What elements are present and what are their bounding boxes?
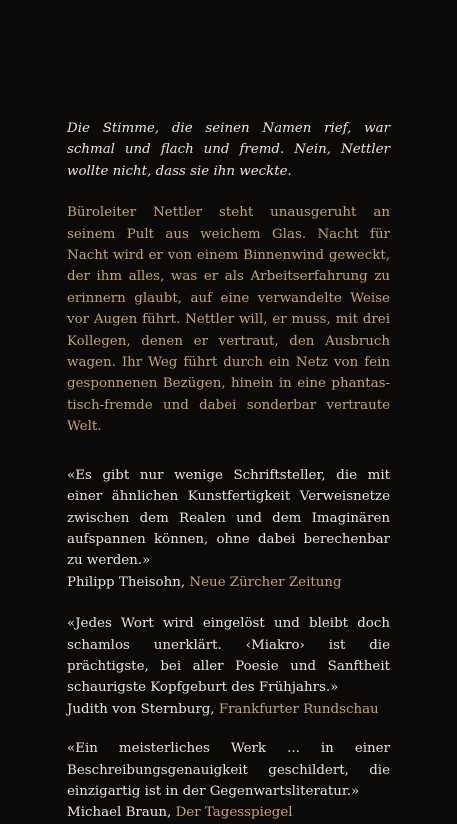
- review-source: Frankfurter Rundschau: [218, 701, 379, 717]
- review-author: Michael Braun,: [67, 805, 172, 821]
- review-attribution: [67, 572, 390, 593]
- intro-quote: Die Stimme, die seinen Namen rief, war schmal und flach und fremd. Nein, Nettler wollte nicht, dass sie ihn weckte.: [67, 121, 390, 179]
- review-quote: «Jedes Wort wird eingelöst und bleibt doch schamlos unerklärt. ‹Miakro› ist die prächtigste, bei aller Poesie und Sanftheit schaurigste Kopfgeburt des Frühjahrs.»: [67, 616, 390, 696]
- review-source: Der Tagesspiegel: [175, 805, 293, 821]
- review-block-3: [67, 738, 390, 824]
- back-cover-text: [67, 118, 390, 824]
- review-quote: «Ein meisterliches Werk ... in einer Beschreibungsgenauigkeit geschildert, die einzigartig ist in der Gegenwartsliteratur.»: [67, 741, 390, 799]
- review-quote: «Es gibt nur wenige Schriftsteller, die mit einer ähnlichen Kunstfertigkeit Verweisnetze zwischen dem Realen und dem Imaginären aufspannen können, ohne dabei berechenbar zu werden.»: [67, 467, 390, 569]
- review-author: Philipp Theisohn,: [67, 574, 186, 590]
- review-block-2: [67, 613, 390, 720]
- review-block-1: [67, 465, 390, 593]
- book-blurb: Büroleiter Nettler steht unausgeruht an seinem Pult aus weichem Glas. Nacht für Nacht wird er von einem Binnenwind geweckt, der ihm alles, was er als Arbeitserfahrung zu erinnern glaubt, auf eine verwandelte Weise vor Augen führt. Nettler will, er muss, mit drei Kollegen, denen er vertraut, den Ausbruch wagen. Ihr Weg führt durch ein Netz von fein gesponnenen Bezügen, hinein in eine phantastisch-fremde und dabei sonderbar vertraute Welt.: [67, 205, 390, 435]
- review-source: Neue Zürcher Zeitung: [189, 574, 342, 590]
- review-author: Judith von Sternburg,: [67, 701, 215, 717]
- review-attribution: [67, 802, 390, 823]
- review-attribution: [67, 699, 390, 720]
